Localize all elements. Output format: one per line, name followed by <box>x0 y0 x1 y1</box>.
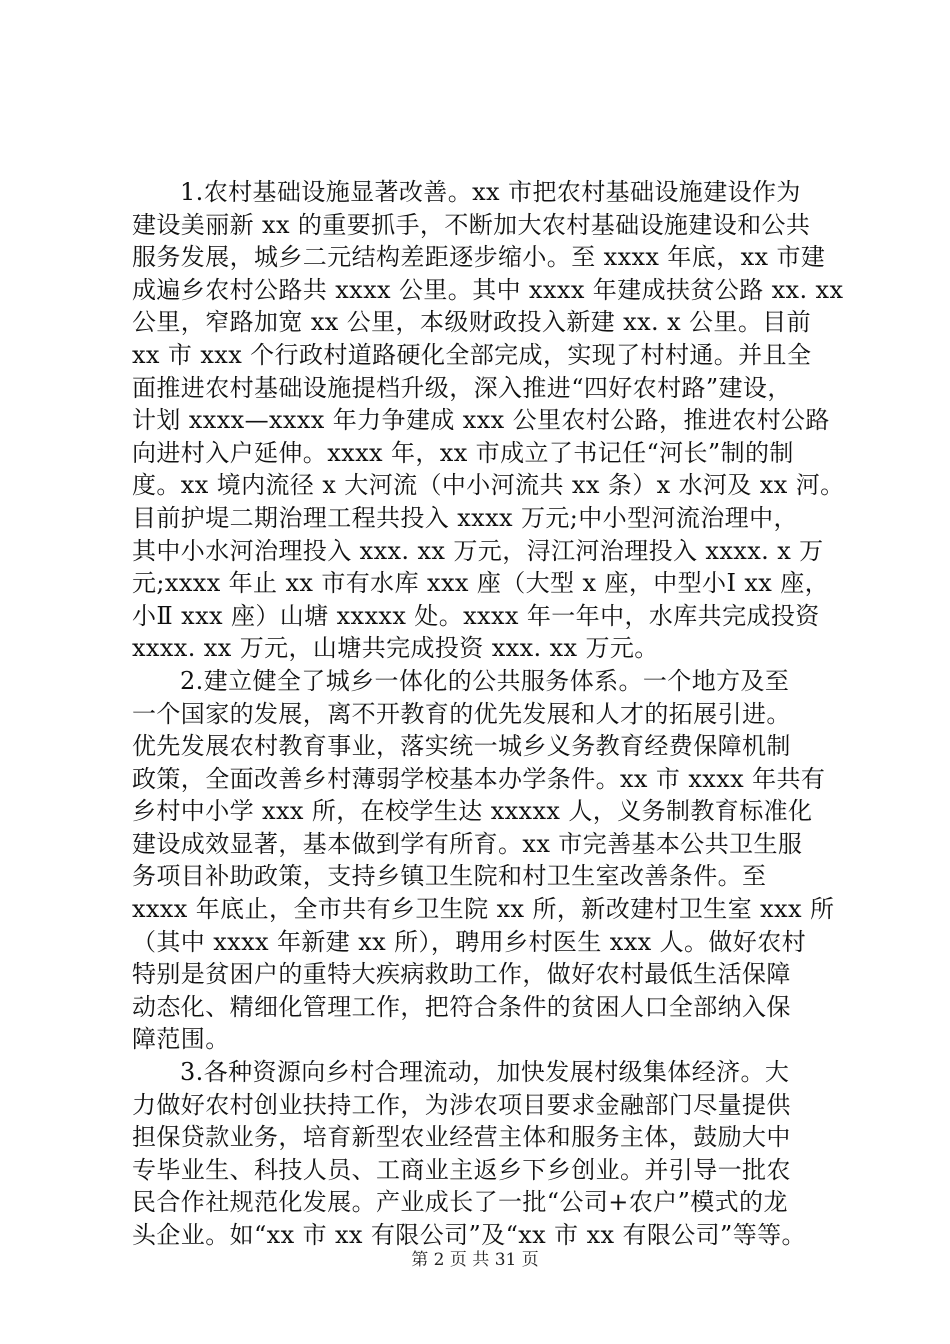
text-line: 2.建立健全了城乡一体化的公共服务体系。一个地方及至 <box>180 666 790 695</box>
text-line: 建设成效显著，基本做到学有所育。xx 市完善基本公共卫生服 <box>132 829 803 858</box>
text-line: 专毕业生、科技人员、工商业主返乡下乡创业。并引导一批农 <box>132 1155 791 1184</box>
text-line: 向进村入户延伸。xxxx 年，xx 市成立了书记任“河长”制的制 <box>132 438 794 467</box>
text-line: 一个国家的发展，离不开教育的优先发展和人才的拓展引进。 <box>132 699 791 728</box>
text-line: 乡村中小学 xxx 所，在校学生达 xxxxx 人，义务制教育标准化 <box>132 797 813 826</box>
text-line: 3.各种资源向乡村合理流动，加快发展村级集体经济。大 <box>180 1058 790 1087</box>
paragraph <box>132 665 835 1056</box>
text-line: 务项目补助政策，支持乡镇卫生院和村卫生室改善条件。至 <box>132 862 767 891</box>
text-line: 目前护堤二期治理工程共投入 xxxx 万元;中小型河流治理中， <box>132 503 798 532</box>
text-line: 其中小水河治理投入 xxx. xx 万元，浔江河治理投入 xxxx. x 万 <box>132 536 824 565</box>
text-line: 建设美丽新 xx 的重要抓手，不断加大农村基础设施建设和公共 <box>132 210 811 239</box>
text-line: 力做好农村创业扶持工作，为涉农项目要求金融部门尽量提供 <box>132 1090 791 1119</box>
text-line: 障范围。 <box>132 1025 230 1054</box>
text-line: 民合作社规范化发展。产业成长了一批“公司+农户”模式的龙 <box>132 1188 788 1217</box>
text-line: 政策，全面改善乡村薄弱学校基本办学条件。xx 市 xxxx 年共有 <box>132 764 826 793</box>
text-line: 特别是贫困户的重特大疾病救助工作，做好农村最低生活保障 <box>132 960 791 989</box>
text-line: （其中 xxxx 年新建 xx 所），聘用乡村医生 xxx 人。做好农村 <box>132 927 806 956</box>
text-line: xx 市 xxx 个行政村道路硬化全部完成，实现了村村通。并且全 <box>132 340 812 369</box>
text-line: 元;xxxx 年止 xx 市有水库 xxx 座（大型 x 座，中型小Ⅰ xx 座， <box>132 569 830 598</box>
text-line: xxxx 年底止，全市共有乡卫生院 xx 所，新改建村卫生室 xxx 所 <box>132 895 835 924</box>
text-line: 公里，窄路加宽 xx 公里，本级财政投入新建 xx. x 公里。目前 <box>132 308 812 337</box>
text-line: 小Ⅱ xxx 座）山塘 xxxxx 处。xxxx 年一年中，水库共完成投资 <box>132 601 820 630</box>
text-line: 面推进农村基础设施提档升级，深入推进“四好农村路”建设， <box>132 373 792 402</box>
text-line: 成遍乡农村公路共 xxxx 公里。其中 xxxx 年建成扶贫公路 xx. xx <box>132 275 844 304</box>
text-line: 计划 xxxx—xxxx 年力争建成 xxx 公里农村公路，推进农村公路 <box>132 406 830 435</box>
paragraph <box>132 176 845 665</box>
text-line: 动态化、精细化管理工作，把符合条件的贫困人口全部纳入保 <box>132 992 791 1021</box>
text-line: 1.农村基础设施显著改善。xx 市把农村基础设施建设作为 <box>180 178 801 206</box>
text-line: 担保贷款业务，培育新型农业经营主体和服务主体，鼓励大中 <box>132 1123 791 1152</box>
text-line: xxxx. xx 万元，山塘共完成投资 xxx. xx 万元。 <box>132 634 659 663</box>
text-line: 优先发展农村教育事业，落实统一城乡义务教育经费保障机制 <box>132 732 791 761</box>
page-footer: 第 2 页 共 31 页 <box>411 1250 539 1270</box>
paragraph <box>132 1056 832 1252</box>
text-line: 头企业。如“xx 市 xx 有限公司”及“xx 市 xx 有限公司”等等。 <box>132 1221 806 1249</box>
document-body <box>132 176 845 1252</box>
text-line: 度。xx 境内流径 x 大河流（中小河流共 xx 条）x 水河及 xx 河。 <box>132 471 845 500</box>
text-line: 服务发展，城乡二元结构差距逐步缩小。至 xxxx 年底，xx 市建 <box>132 243 826 272</box>
